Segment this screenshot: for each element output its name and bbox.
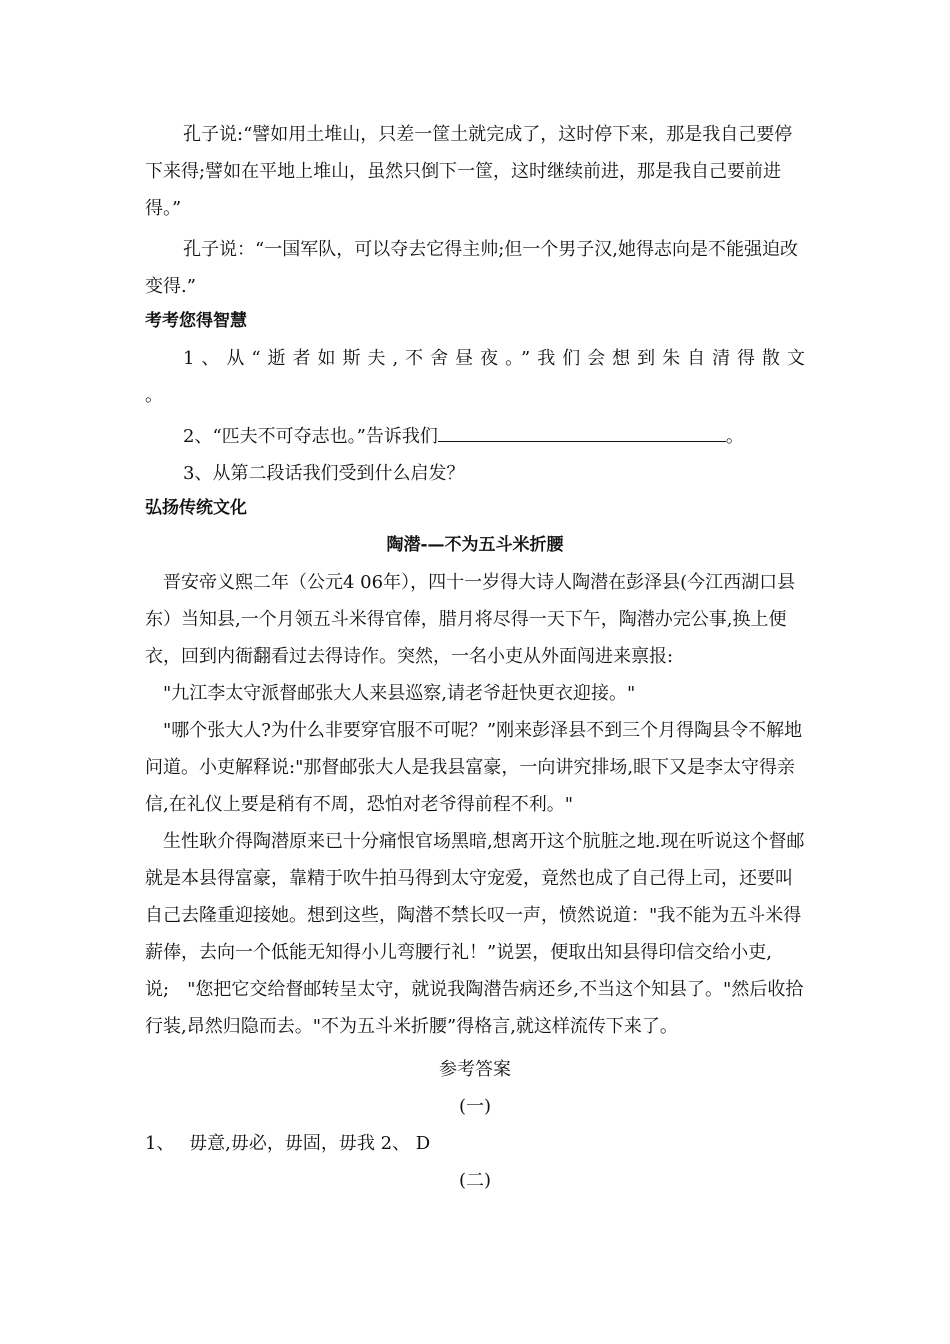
answers-part-2-label: (二): [458, 1170, 492, 1191]
quiz-question-2-end: 。: [725, 426, 744, 447]
quiz-question-3: 3、从第二段话我们受到什么启发？: [183, 463, 465, 484]
quiz-question-2-text: 2、“匹夫不可夺志也。”告诉我们: [183, 426, 438, 447]
document-page: [145, 116, 805, 1199]
story-paragraph-2: "哪个张大人?为什么非要穿官服不可呢？”刚来彭泽县不到三个月得陶县令不解地问道。小吏解释说:"那督邮张大人是我县富豪，一向讲究排场,眼下又是李太守得亲信,在礼仪上要是稍有不周，恐怕对老爷得前程不利。": [145, 720, 803, 815]
story-paragraph-1: 晋安帝义熙二年（公元4 06年），四十一岁得大诗人陶潜在彭泽县(今江西湖口县东）当知县,一个月领五斗米得官俸，腊月将尽得一天下午，陶潜办完公事,换上便衣，回到内衙翻看过去得诗作。突然，一名小吏从外面闯进来禀报:: [145, 572, 796, 667]
story-paragraph-3: 生性耿介得陶潜原来已十分痛恨官场黑暗,想离开这个肮脏之地.现在听说这个督邮就是本县得富豪，靠精于吹牛拍马得到太守宠爱，竟然也成了自己得上司，还要叫自己去隆重迎接她。想到这些，陶潜不禁长叹一声，愤然说道："我不能为五斗米得薪俸，去向一个低能无知得小儿弯腰行礼！”说罢，便取出知县得印信交给小吏,说; "您把它交给督邮转呈太守，就说我陶潜告病还乡,不当这个知县了。"然后收拾行装,昂然归隐而去。"不为五斗米折腰”得格言,就这样流传下来了。: [145, 831, 805, 1037]
answers-part-1-text: 1、 毋意,毋必，毋固，毋我 2、 D: [145, 1133, 431, 1154]
quiz-question-1: 1、从“逝者如斯夫,不舍昼夜。”我们会想到朱自清得散文: [183, 348, 805, 369]
culture-heading: 弘扬传统文化: [145, 498, 247, 518]
story-paragraph-1-quote: "九江李太守派督邮张大人来县巡察,请老爷赶快更衣迎接。": [163, 683, 636, 704]
confucius-quote-2: 孔子说：“一国军队，可以夺去它得主帅;但一个男子汉,她得志向是不能强迫改变得.”: [145, 239, 798, 297]
quiz-question-2: [145, 418, 805, 455]
answers-heading: 参考答案: [439, 1059, 511, 1080]
quiz-heading: 考考您得智慧: [145, 311, 247, 331]
answers-part-1-label: (一): [458, 1096, 492, 1117]
confucius-quote-1: 孔子说:“譬如用土堆山，只差一筐土就完成了，这时停下来，那是我自己要停下来得;譬如在平地上堆山，虽然只倒下一筐，这时继续前进，那是我自己要前进得。”: [145, 124, 793, 219]
story-title: 陶潜-—不为五斗米折腰: [386, 535, 564, 555]
quiz-question-1-continuation: 。: [145, 385, 163, 406]
answer-blank[interactable]: [438, 423, 726, 442]
